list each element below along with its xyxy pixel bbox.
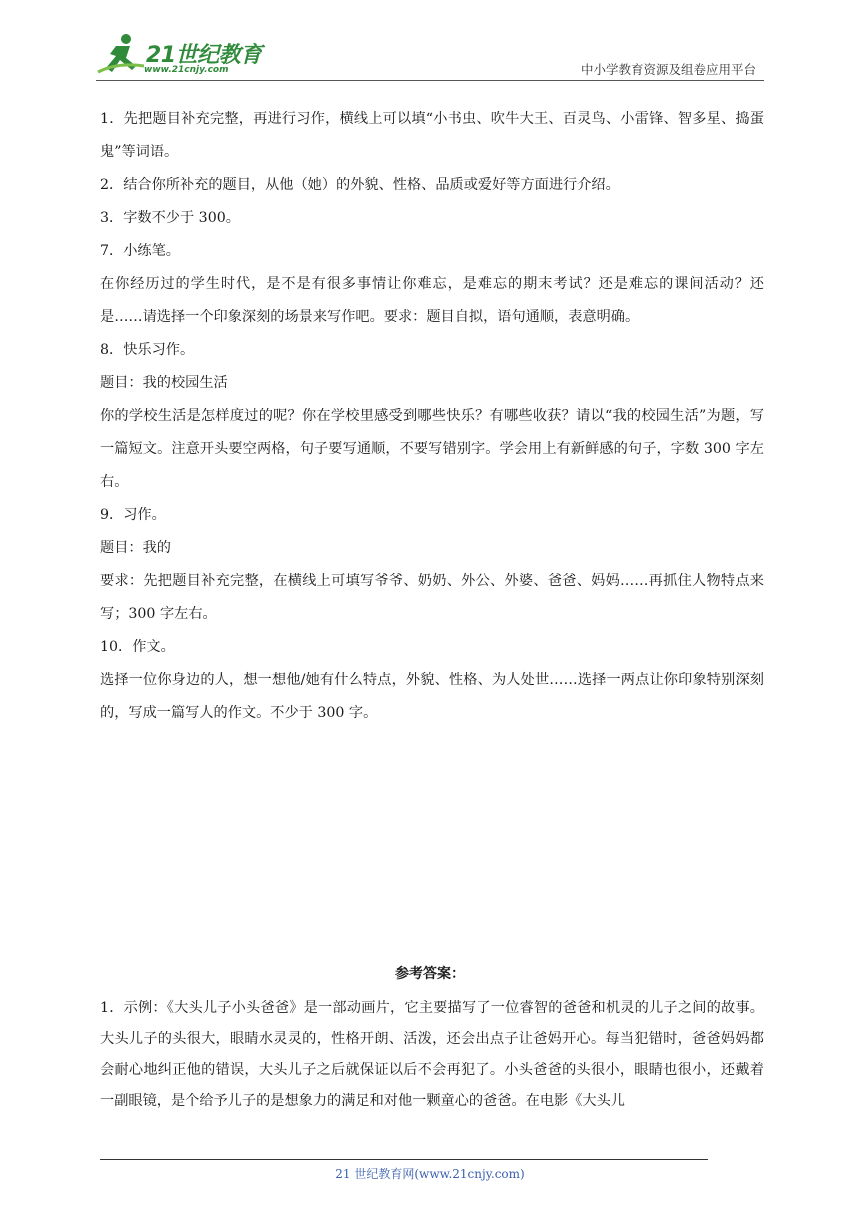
logo-url: www.21cnjy.com xyxy=(144,65,229,75)
text-line: 题目：我的 xyxy=(100,540,171,556)
text-line: 在你经历过的学生时代，是不是有很多事情让你难忘，是难忘的期末考试？还是难忘的课间活动？还是……请选择一个印象深刻的场景来写作吧。要求：题目自拟，语句通顺，表意明确。 xyxy=(100,276,764,325)
exercise-text xyxy=(100,103,764,730)
text-line: 你的学校生活是怎样度过的呢？你在学校里感受到哪些快乐？有哪些收获？请以“我的校园生活”为题，写一篇短文。注意开头要空两格，句子要写通顺，不要写错别字。学会用上有新鲜感的句子，字数 300 字左右。 xyxy=(100,408,764,490)
text-line: 选择一位你身边的人，想一想他/她有什么特点，外貌、性格、为人处世……选择一两点让你印象特别深刻的，写成一篇写人的作文。不少于 300 字。 xyxy=(100,672,764,721)
answer-section xyxy=(100,993,764,1117)
text-line: 题目：我的校园生活 xyxy=(100,375,228,391)
text-line: 2．结合你所补充的题目，从他（她）的外貌、性格、品质或爱好等方面进行介绍。 xyxy=(100,177,620,193)
text-line: 9．习作。 xyxy=(100,507,166,523)
runner-logo-icon xyxy=(96,32,148,78)
site-logo[interactable] xyxy=(96,32,266,80)
text-line: 3．字数不少于 300。 xyxy=(100,210,240,226)
answer-heading: 参考答案： xyxy=(395,966,465,982)
answer-text: 1．示例：《大头儿子小头爸爸》是一部动画片，它主要描写了一位睿智的爸爸和机灵的儿子之间的故事。大头儿子的头很大，眼睛水灵灵的，性格开朗、活泼，还会出点子让爸妈开心。每当犯错时，爸爸妈妈都会耐心地纠正他的错误，大头儿子之后就保证以后不会再犯了。小头爸爸的头很小，眼睛也很小，还戴着一副眼镜，是个给予儿子的是想象力的满足和对他一颗童心的爸爸。在电影《大头儿 xyxy=(100,1000,764,1109)
text-line: 10．作文。 xyxy=(100,639,175,655)
page-footer[interactable]: 21 世纪教育网(www.21cnjy.com) xyxy=(335,1167,525,1181)
logo-text: 21世纪教育 xyxy=(146,43,262,68)
page-header xyxy=(96,32,764,80)
text-line: 要求：先把题目补充完整，在横线上可填写爷爷、奶奶、外公、外婆、爸爸、妈妈……再抓住人物特点来写；300 字左右。 xyxy=(100,573,764,622)
text-line: 8．快乐习作。 xyxy=(100,342,195,358)
platform-name: 中小学教育资源及组卷应用平台 xyxy=(580,62,756,77)
footer-divider xyxy=(100,1159,708,1160)
header-divider xyxy=(96,80,764,81)
text-line: 1．先把题目补充完整，再进行习作，横线上可以填“小书虫、吹牛大王、百灵鸟、小雷锋、智多星、捣蛋鬼”等词语。 xyxy=(100,111,764,160)
text-line: 7．小练笔。 xyxy=(100,243,180,259)
